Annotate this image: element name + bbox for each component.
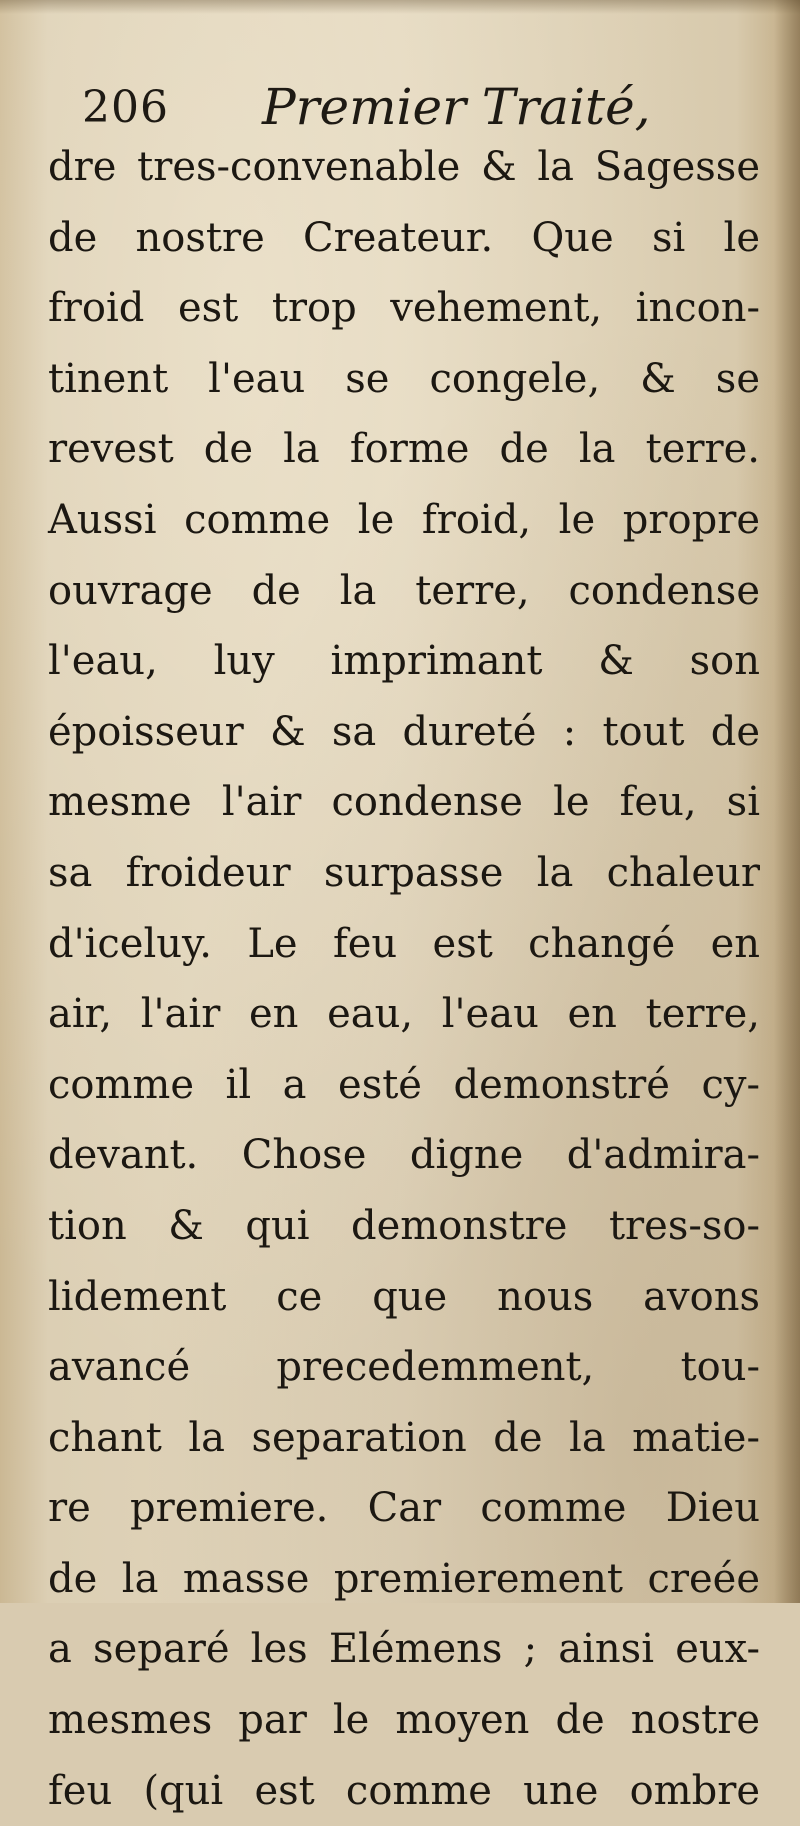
text-line: avancé precedemment, tou- — [48, 1344, 760, 1391]
text-line: dre tres-convenable & la Sagesse — [48, 144, 760, 190]
text-line: Aussi comme le froid, le propre — [48, 496, 760, 543]
text-line: lidement ce que nous avons — [48, 1273, 760, 1320]
text-line: feu (qui est comme une ombre — [48, 1767, 760, 1814]
text-line: époisseur & sa dureté : tout de — [48, 708, 760, 755]
text-line: revest de la forme de la terre. — [48, 426, 760, 473]
text-line: d'iceluy. Le feu est changé en — [48, 920, 760, 967]
text-line: l'eau, luy imprimant & son — [48, 638, 760, 685]
text-line: ouvrage de la terre, condense — [48, 567, 760, 614]
text-line: air, l'air en eau, l'eau en terre, — [48, 991, 760, 1038]
page-gutter-shadow — [774, 0, 800, 1603]
text-line: mesme l'air condense le feu, si — [48, 779, 760, 826]
running-title: Premier Traité, — [262, 78, 651, 136]
text-line: devant. Chose digne d'admira- — [48, 1132, 760, 1179]
text-line: tinent l'eau se congele, & se — [48, 355, 760, 402]
text-line: sa froideur surpasse la chaleur — [48, 849, 760, 896]
text-line: a separé les Elémens ; ainsi eux- — [48, 1626, 760, 1673]
text-line: froid est trop vehement, incon- — [48, 285, 760, 332]
text-line: tion & qui demonstre tres-so- — [48, 1202, 760, 1249]
body-text — [48, 132, 760, 1826]
page-top-edge — [0, 0, 800, 14]
text-line: mesmes par le moyen de nostre — [48, 1697, 760, 1744]
text-line: re premiere. Car comme Dieu — [48, 1485, 760, 1532]
text-line: de la masse premierement creée — [48, 1555, 760, 1602]
text-line: comme il a esté demonstré cy- — [48, 1061, 760, 1108]
page-number: 206 — [82, 82, 169, 133]
text-line: de nostre Createur. Que si le — [48, 214, 760, 261]
text-line: chant la separation de la matie- — [48, 1414, 760, 1461]
